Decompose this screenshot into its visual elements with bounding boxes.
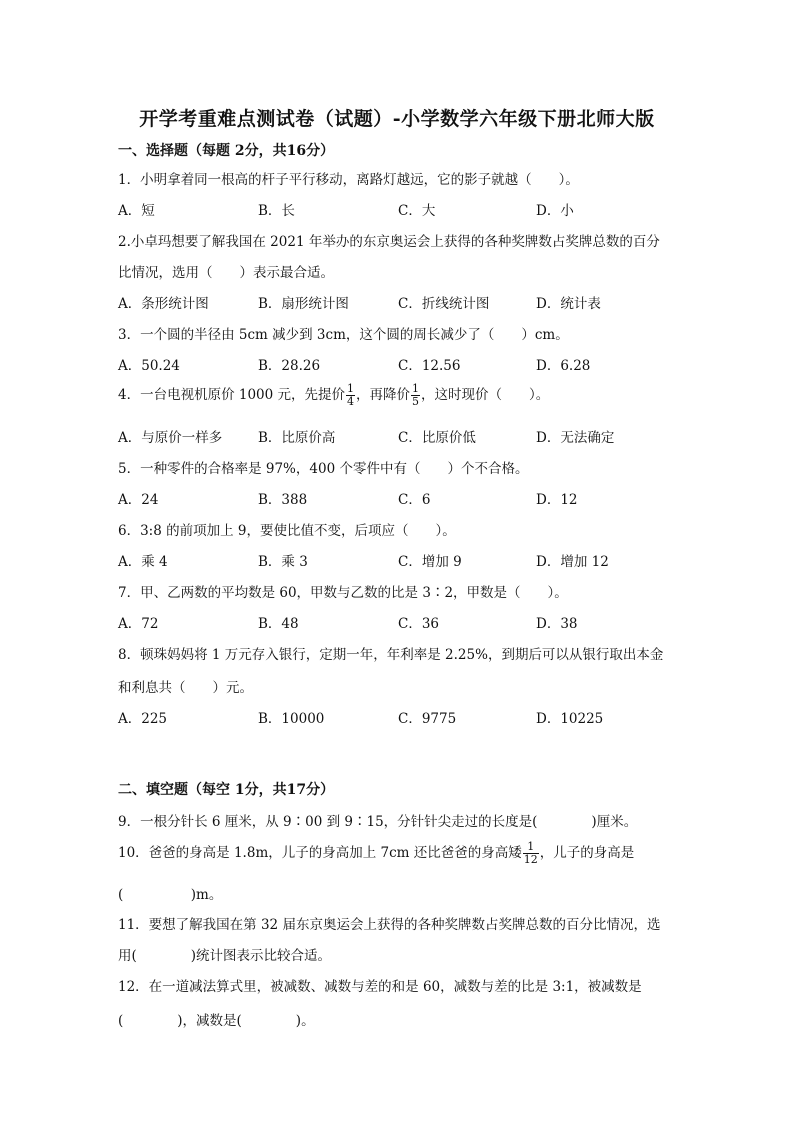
- q3-option-c[interactable]: C．12.56: [398, 358, 461, 374]
- page-title: 开学考重难点测试卷（试题）-小学数学六年级下册北师大版: [139, 108, 655, 130]
- q6-option-c[interactable]: C．增加 9: [398, 554, 462, 570]
- q2-option-b[interactable]: B．扇形统计图: [258, 296, 349, 312]
- q4-fraction-1-denominator: 4: [347, 395, 355, 408]
- q1-option-c[interactable]: C．大: [398, 203, 436, 219]
- q2-option-d[interactable]: D．统计表: [536, 296, 601, 312]
- q4-text-part1: 4．一台电视机原价 1000 元，先提价: [118, 387, 346, 403]
- question-10-text-line1: [118, 838, 698, 868]
- question-3-text: 3．一个圆的半径由 5cm 减少到 3cm，这个圆的周长减少了（ ）cm。: [118, 327, 569, 343]
- question-9-text: 9．一根分针长 6 厘米，从 9∶00 到 9∶15，分针针尖走过的长度是( )厘米。: [118, 814, 638, 830]
- question-12-text-line2: ( )，减数是( )。: [118, 1013, 315, 1029]
- q8-option-b[interactable]: B．10000: [258, 711, 325, 727]
- q6-option-d[interactable]: D．增加 12: [536, 554, 609, 570]
- question-10-text-line2: ( )m。: [118, 887, 223, 903]
- q4-option-c[interactable]: C．比原价低: [398, 430, 476, 446]
- question-8-text-line1: 8．顿珠妈妈将 1 万元存入银行，定期一年，年利率是 2.25%，到期后可以从银行取出本金: [118, 647, 664, 663]
- q10-fraction-denominator: 12: [523, 853, 538, 866]
- question-12-text-line1: 12．在一道减法算式里，被减数、减数与差的和是 60，减数与差的比是 3:1，被减数是: [118, 979, 642, 995]
- q10-text-part1: 10．爸爸的身高是 1.8m，儿子的身高加上 7cm 还比爸爸的身高矮: [118, 845, 522, 861]
- q4-option-d[interactable]: D．无法确定: [536, 430, 615, 446]
- q10-text-part2: ，儿子的身高是: [539, 845, 635, 861]
- q5-option-c[interactable]: C．6: [398, 492, 431, 508]
- q6-option-b[interactable]: B．乘 3: [258, 554, 308, 570]
- q4-text-part3: ，这时现价（ ）。: [421, 387, 550, 403]
- q1-option-b[interactable]: B．长: [258, 203, 295, 219]
- q5-option-b[interactable]: B．388: [258, 492, 308, 508]
- q10-fraction: [523, 841, 539, 866]
- section-choice-heading: 一、选择题（每题 2分，共16分）: [118, 143, 335, 159]
- question-11-text-line1: 11．要想了解我国在第 32 届东京奥运会上获得的各种奖牌数占奖牌总数的百分比情况，选: [118, 917, 661, 933]
- q5-option-a[interactable]: A．24: [118, 492, 159, 508]
- question-11-text-line2: 用( )统计图表示比较合适。: [118, 948, 332, 964]
- q1-option-d[interactable]: D．小: [536, 203, 574, 219]
- q4-fraction-1: [346, 383, 355, 408]
- q2-option-c[interactable]: C．折线统计图: [398, 296, 490, 312]
- q7-option-b[interactable]: B．48: [258, 616, 299, 632]
- q2-option-a[interactable]: A．条形统计图: [118, 296, 209, 312]
- q6-option-a[interactable]: A．乘 4: [118, 554, 168, 570]
- q4-option-b[interactable]: B．比原价高: [258, 430, 336, 446]
- q8-option-c[interactable]: C．9775: [398, 711, 457, 727]
- q4-fraction-2: [411, 383, 420, 408]
- q7-option-c[interactable]: C．36: [398, 616, 440, 632]
- q1-option-a[interactable]: A．短: [118, 203, 155, 219]
- question-6-text: 6．3:8 的前项加上 9，要使比值不变，后项应（ ）。: [118, 523, 456, 539]
- question-7-text: 7．甲、乙两数的平均数是 60，甲数与乙数的比是 3∶2，甲数是（ ）。: [118, 585, 568, 601]
- question-1-text: 1．小明拿着同一根高的杆子平行移动，离路灯越远，它的影子就越（ ）。: [118, 172, 579, 188]
- q4-text-part2: ，再降价: [356, 387, 411, 403]
- q5-option-d[interactable]: D．12: [536, 492, 578, 508]
- question-5-text: 5．一种零件的合格率是 97%，400 个零件中有（ ）个不合格。: [118, 461, 529, 477]
- question-2-text-line2: 比情况，选用（ ）表示最合适。: [118, 265, 334, 281]
- q3-option-a[interactable]: A．50.24: [118, 358, 180, 374]
- question-2-text-line1: 2.小卓玛想要了解我国在 2021 年举办的东京奥运会上获得的各种奖牌数占奖牌总数的百分: [118, 234, 660, 250]
- q7-option-d[interactable]: D．38: [536, 616, 578, 632]
- q4-option-a[interactable]: A．与原价一样多: [118, 430, 223, 446]
- q4-fraction-2-denominator: 5: [412, 395, 420, 408]
- q4-fraction-2-numerator: 1: [412, 382, 420, 395]
- q3-option-d[interactable]: D．6.28: [536, 358, 591, 374]
- question-4-text: [118, 380, 698, 410]
- q4-fraction-1-numerator: 1: [347, 382, 355, 395]
- q3-option-b[interactable]: B．28.26: [258, 358, 321, 374]
- section-fill-blank-heading: 二、填空题（每空 1分，共17分）: [118, 782, 335, 798]
- question-8-text-line2: 和利息共（ ）元。: [118, 680, 253, 696]
- q10-fraction-numerator: 1: [523, 841, 539, 854]
- q7-option-a[interactable]: A．72: [118, 616, 159, 632]
- q8-option-a[interactable]: A．225: [118, 711, 168, 727]
- q8-option-d[interactable]: D．10225: [536, 711, 604, 727]
